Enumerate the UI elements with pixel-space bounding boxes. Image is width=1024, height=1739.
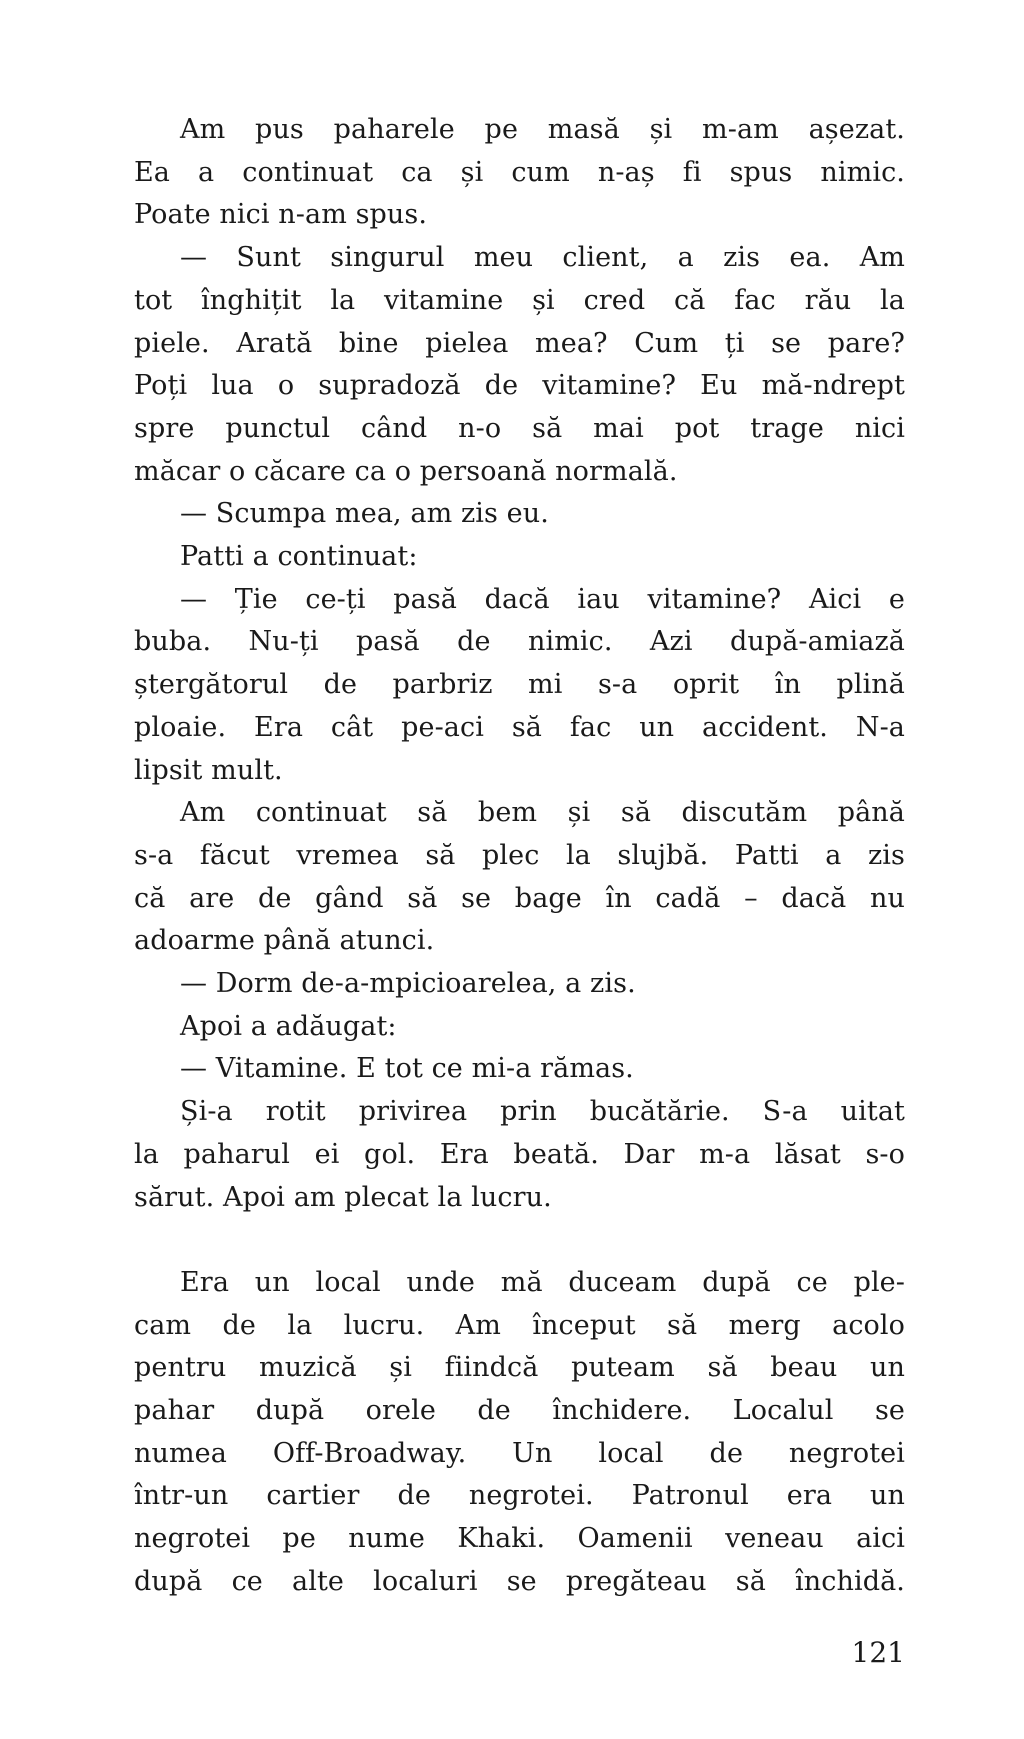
text-line: numea Off-Broadway. Un local de negrotei [134, 1437, 905, 1469]
text-line: ploaie. Era cât pe-aci să fac un accident. N-a [134, 711, 905, 743]
paragraph [134, 237, 905, 493]
paragraph [134, 1006, 905, 1049]
text-line: pentru muzică și fiindcă puteam să beau un [134, 1352, 905, 1384]
page-number: 121 [851, 1636, 905, 1669]
text-line: — Vitamine. E tot ce mi-a rămas. [180, 1053, 634, 1085]
text-line: adoarme până atunci. [134, 925, 435, 957]
text-line: s-a făcut vremea să plec la slujbă. Patti a zis [134, 839, 905, 871]
paragraph [134, 1262, 905, 1604]
paragraph [134, 1048, 905, 1091]
text-line: piele. Arată bine pielea mea? Cum ți se pare? [134, 327, 905, 359]
paragraph [134, 109, 905, 237]
paragraph [134, 493, 905, 536]
text-line: — Sunt singurul meu client, a zis ea. Am [180, 242, 905, 274]
text-line: la paharul ei gol. Era beată. Dar m-a lăsat s-o [134, 1138, 905, 1170]
text-line: negrotei pe nume Khaki. Oamenii veneau aici [134, 1523, 905, 1555]
text-line: Am pus paharele pe masă și m-am așezat. [180, 114, 905, 145]
text-line: Patti a continuat: [180, 541, 418, 573]
text-line: — Dorm de-a-mpicioarelea, a zis. [180, 968, 636, 1000]
paragraph [134, 792, 905, 963]
text-line: Apoi a adăugat: [180, 1010, 397, 1042]
paragraph [134, 963, 905, 1006]
text-line: Poți lua o supradoză de vitamine? Eu mă-ndrept [134, 370, 905, 402]
paragraph [134, 1091, 905, 1219]
text-line: spre punctul când n-o să mai pot trage nici [134, 412, 905, 444]
text-line: buba. Nu-ți pasă de nimic. Azi după-amiază [134, 626, 905, 658]
paragraph [134, 536, 905, 579]
text-line: — Ție ce-ți pasă dacă iau vitamine? Aici e [180, 583, 905, 615]
text-line: lipsit mult. [134, 754, 283, 786]
text-line: că are de gând să se bage în cadă – dacă nu [134, 882, 905, 914]
text-line: după ce alte localuri se pregăteau să închidă. [134, 1565, 905, 1597]
text-line: Era un local unde mă duceam după ce ple- [180, 1266, 905, 1298]
text-line: cam de la lucru. Am început să merg acolo [134, 1309, 905, 1341]
text-block [134, 109, 905, 1604]
text-line: tot înghițit la vitamine și cred că fac rău la [134, 284, 905, 316]
text-line: pahar după orele de închidere. Localul se [134, 1395, 905, 1427]
text-line: într-un cartier de negrotei. Patronul era un [134, 1480, 905, 1512]
text-line: Și-a rotit privirea prin bucătărie. S-a uitat [180, 1096, 905, 1128]
text-line: Poate nici n-am spus. [134, 199, 428, 231]
text-line: Ea a continuat ca și cum n-aș fi spus nimic. [134, 156, 905, 188]
text-line: Am continuat să bem și să discutăm până [180, 797, 905, 829]
text-line: ștergătorul de parbriz mi s-a oprit în plină [134, 669, 905, 701]
paragraph [134, 579, 905, 793]
text-line: sărut. Apoi am plecat la lucru. [134, 1181, 552, 1213]
text-line: măcar o căcare ca o persoană normală. [134, 455, 678, 487]
text-line: — Scumpa mea, am zis eu. [180, 498, 549, 530]
